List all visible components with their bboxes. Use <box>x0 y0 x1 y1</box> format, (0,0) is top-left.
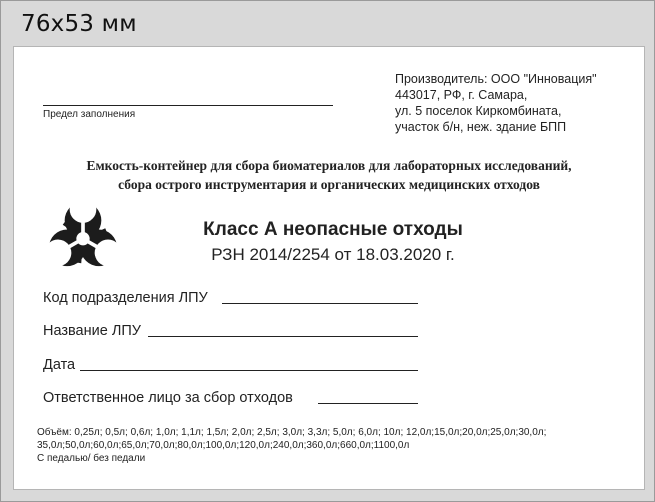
registration-number: РЗН 2014/2254 от 18.03.2020 г. <box>211 245 455 264</box>
field-department-code <box>43 290 208 306</box>
manufacturer-block <box>395 71 597 135</box>
volume-options <box>37 426 546 465</box>
fill-limit-line <box>43 105 333 106</box>
waste-label <box>13 46 645 490</box>
field-institution-name <box>43 323 141 339</box>
volume-line: С педалью/ без педали <box>37 453 146 464</box>
fill-in-line[interactable] <box>148 336 418 337</box>
manufacturer-line: участок б/н, неж. здание БПП <box>395 120 567 134</box>
volume-line: Объём: 0,25л; 0,5л; 0,6л; 1,0л; 1,1л; 1,5л; 2,0л; 2,5л; 3,0л; 3,3л; 5,0л; 6,0л; 10л; 12,0л;15,0л;20,0л;25,0л;30,0л; <box>37 427 547 438</box>
fill-in-line[interactable] <box>222 303 418 304</box>
field-label: Название ЛПУ <box>43 323 141 339</box>
waste-class-title: Класс А неопасные отходы <box>203 219 463 240</box>
field-label: Код подразделения ЛПУ <box>43 290 208 306</box>
fill-in-line[interactable] <box>318 403 418 404</box>
fill-limit-caption: Предел заполнения <box>43 109 136 120</box>
field-responsible-person <box>43 390 293 406</box>
container-description <box>14 156 644 194</box>
field-date <box>43 357 75 373</box>
description-line: сбора острого инструментария и органических медицинских отходов <box>118 177 540 192</box>
field-label: Ответственное лицо за сбор отходов <box>43 390 293 406</box>
manufacturer-line: Производитель: ООО "Инновация" <box>395 72 597 86</box>
volume-line: 35,0л;50,0л;60,0л;65,0л;70,0л;80,0л;100,0л;120,0л;240,0л;360,0л;660,0л;1100,0л <box>37 440 410 451</box>
size-tag: 76x53 мм <box>21 11 137 37</box>
manufacturer-line: 443017, РФ, г. Самара, <box>395 88 528 102</box>
description-line: Емкость-контейнер для сбора биоматериалов для лабораторных исследований, <box>86 158 572 173</box>
fill-in-line[interactable] <box>80 370 418 371</box>
manufacturer-line: ул. 5 поселок Киркомбината, <box>395 104 562 118</box>
field-label: Дата <box>43 357 76 373</box>
